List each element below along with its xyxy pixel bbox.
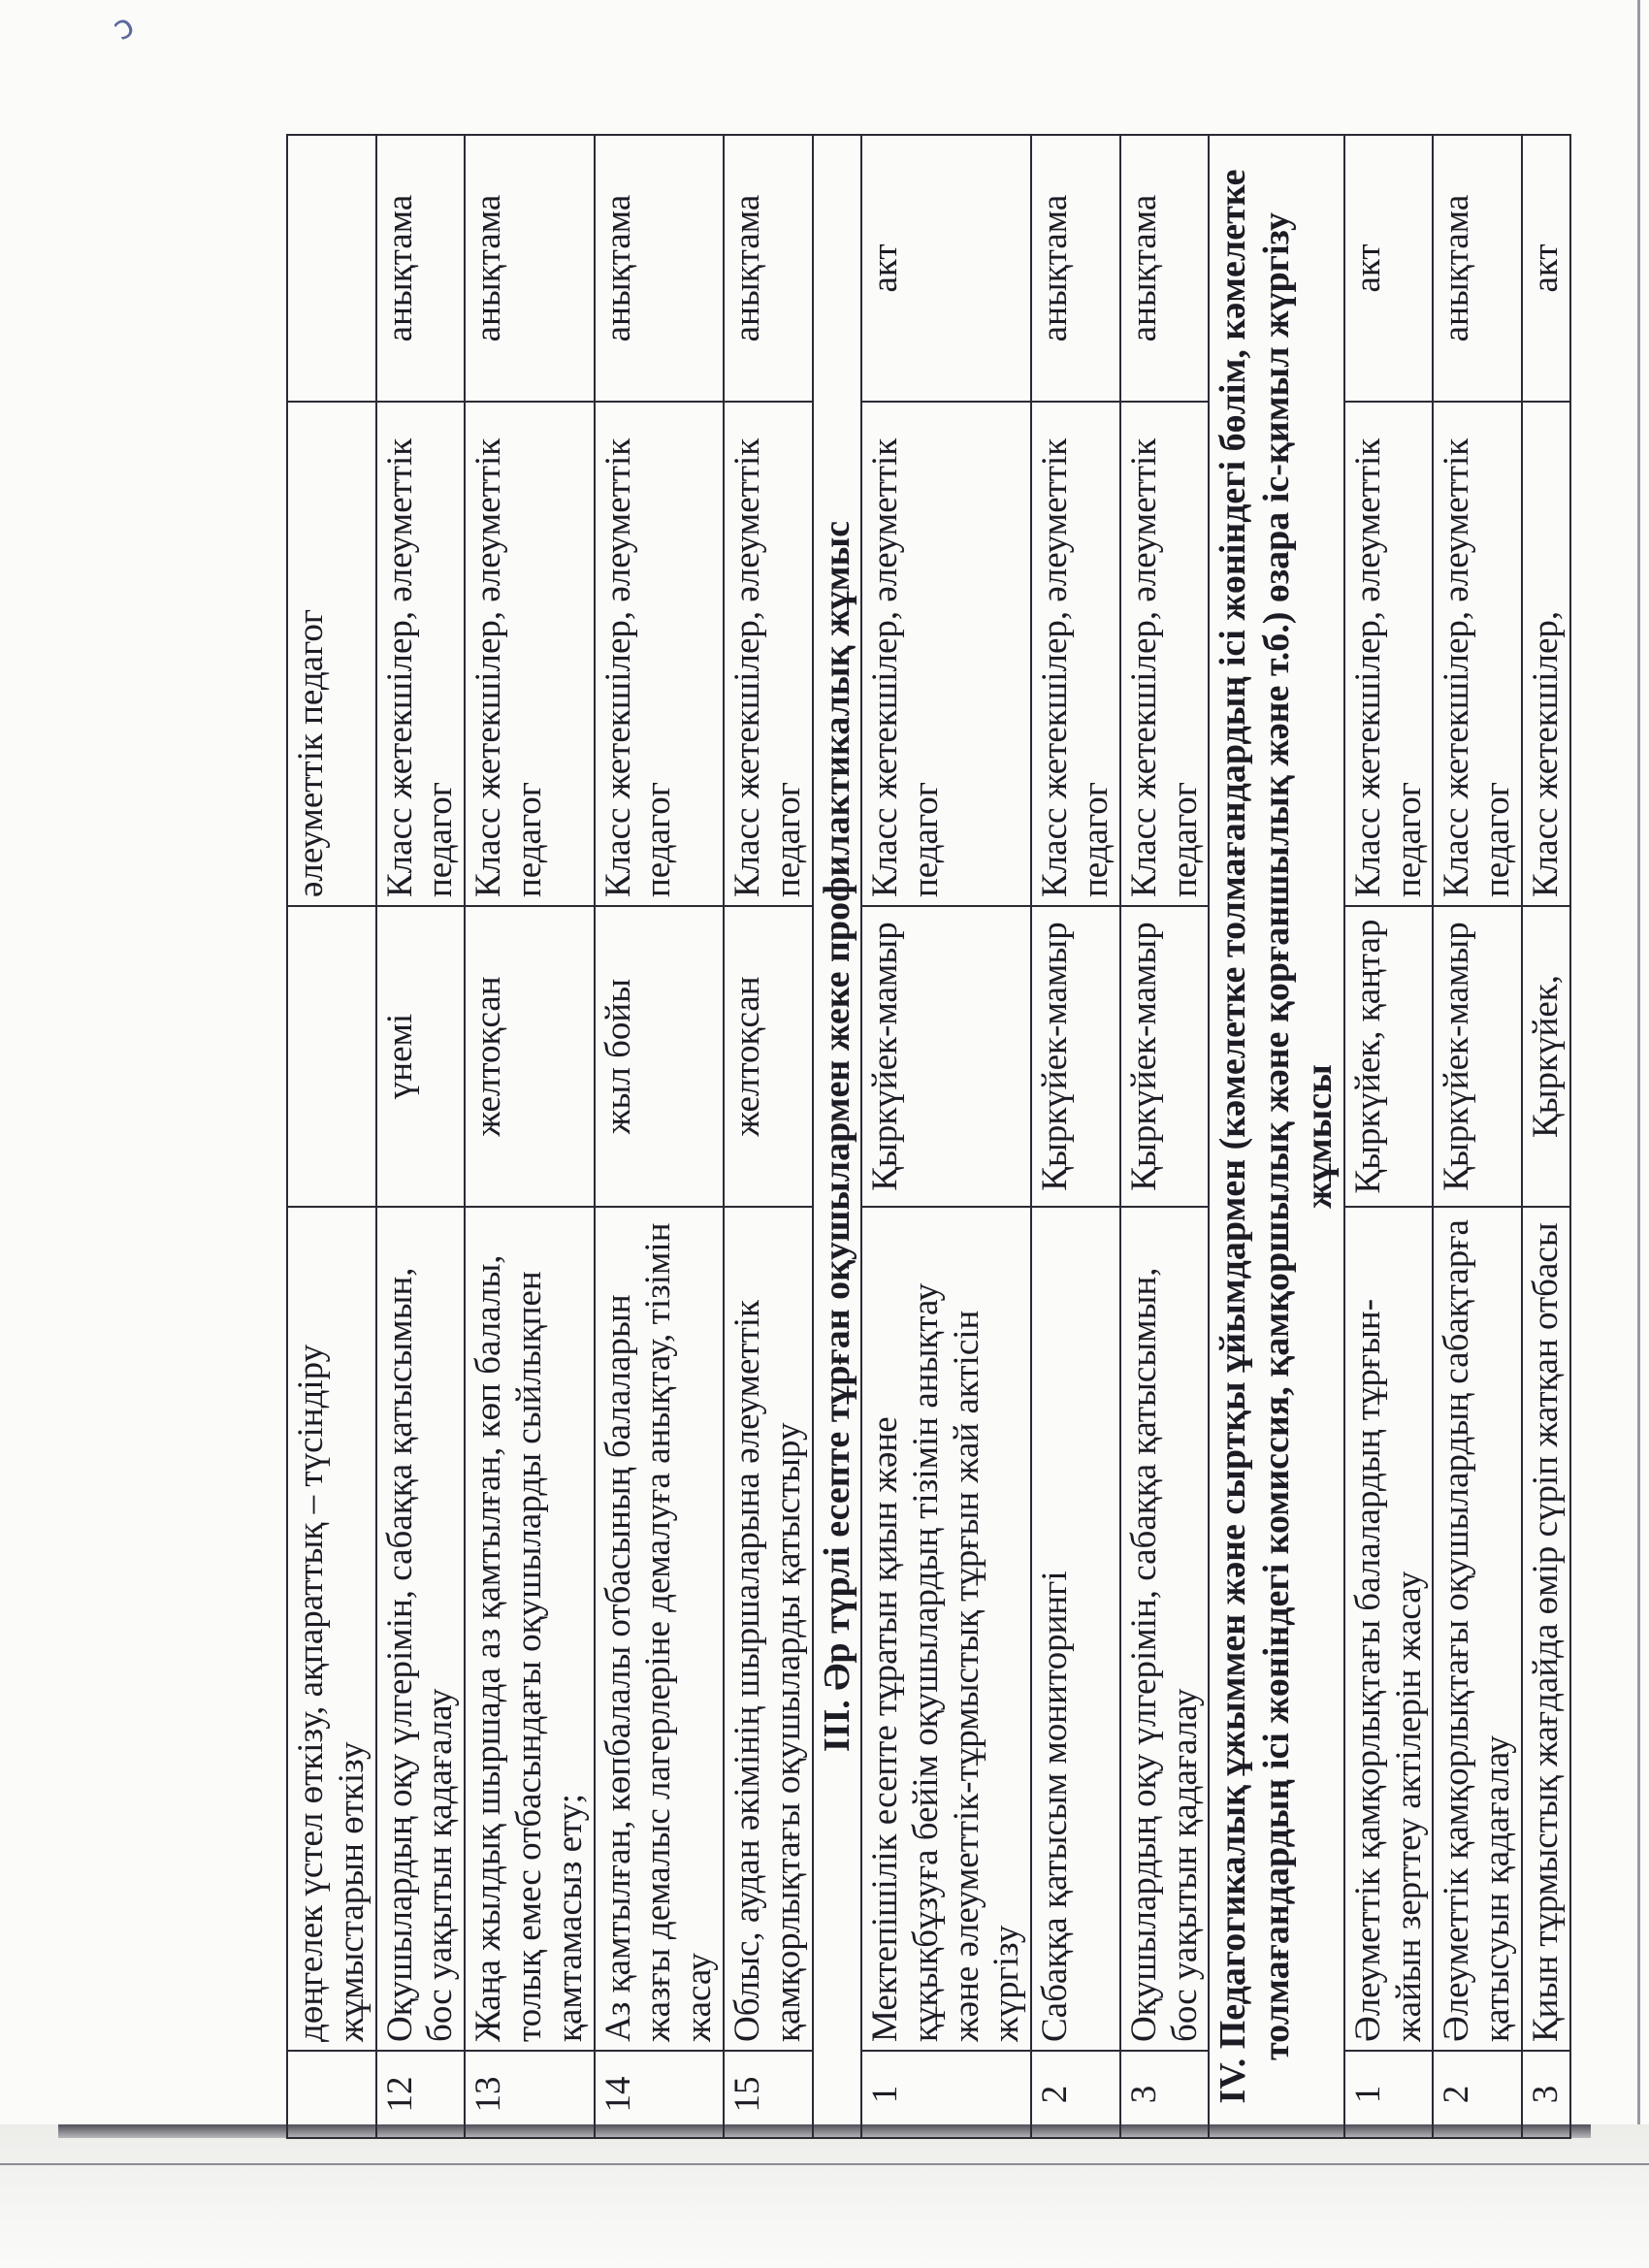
responsible-cell: Класс жетекшілер, әлеуметтік педагог — [595, 402, 724, 906]
result-cell: акт — [1522, 135, 1570, 402]
responsible-cell: Класс жетекшілер, әлеуметтік педагог — [1344, 402, 1434, 906]
responsible-cell: Класс жетекшілер, әлеуметтік педагог — [1433, 402, 1522, 906]
table-row — [1031, 135, 1120, 2138]
table-row — [465, 135, 594, 2138]
event-cell: Мектепішілік есепте тұратын қиын және құқықбұзуға бейім оқушылардың тізімін анықтау және әлеуметтік-тұрмыстық тұрғын жай актісін жүргізу — [861, 1207, 1031, 2051]
result-cell: анықтама — [724, 135, 813, 402]
row-number: 2 — [1031, 2051, 1120, 2138]
table-row — [595, 135, 724, 2138]
scan-mark: ↄ — [106, 6, 142, 49]
event-cell: Оқушылардың оқу үлгерімін, сабаққа қатысымын, бос уақытын қадағалау — [1120, 1207, 1210, 2051]
time-cell: Қыркүйек, — [1522, 906, 1570, 1207]
row-number: 2 — [1433, 2051, 1522, 2138]
result-cell: акт — [861, 135, 1031, 402]
result-cell: анықтама — [595, 135, 724, 402]
responsible-cell: Класс жетекшілер, — [1522, 402, 1570, 906]
row-number: 13 — [465, 2051, 594, 2138]
responsible-cell: Класс жетекшілер, әлеуметтік педагог — [724, 402, 813, 906]
row-number: 1 — [861, 2051, 1031, 2138]
event-cell: дөңгелек үстел өткізу, ақпараттық – түсіндіру жұмыстарын өткізу — [287, 1207, 376, 2051]
time-cell: жыл бойы — [595, 906, 724, 1207]
event-cell: Қиын тұрмыстық жағдайда өмір сүріп жатқан отбасы — [1522, 1207, 1570, 2051]
time-cell — [287, 906, 376, 1207]
table-row — [1344, 135, 1434, 2138]
result-cell: анықтама — [376, 135, 466, 402]
time-cell: Қыркүйек-мамыр — [1433, 906, 1522, 1207]
plan-table — [286, 134, 1571, 2139]
time-cell: үнемі — [376, 906, 466, 1207]
section-4-title: IV. Педагогикалық ұжыммен және сыртқы ұйымдармен (кәмелетке толмағандардың ісі жөніндегі бөлім, кәмелетке толмағандардың ісі жөніндегі комиссия, қамқоршылық және қорғаншылық және т.б.) өзара іс-қимыл жүргізу жұмысы — [1209, 135, 1343, 2138]
result-cell — [287, 135, 376, 402]
table-row — [287, 135, 376, 2138]
result-cell: анықтама — [465, 135, 594, 402]
section-3-title: III. Әр түрлі есепте тұрған оқушылармен жеке профилактикалық жұмыс — [813, 135, 861, 2138]
result-cell: акт — [1344, 135, 1434, 402]
table-row — [1522, 135, 1570, 2138]
section-header-row — [813, 135, 861, 2138]
responsible-cell: Класс жетекшілер, әлеуметтік педагог — [1031, 402, 1120, 906]
time-cell: Қыркүйек-мамыр — [861, 906, 1031, 1207]
event-cell: Жаңа жылдық шыршада аз қамтылған, көп балалы, толық емес отбасындағы оқушыларды сыйлықпен қамтамасыз ету; — [465, 1207, 594, 2051]
result-cell: анықтама — [1120, 135, 1210, 402]
table-row — [724, 135, 813, 2138]
responsible-cell: Класс жетекшілер, әлеуметтік педагог — [1120, 402, 1210, 906]
responsible-cell: Класс жетекшілер, әлеуметтік педагог — [376, 402, 466, 906]
scanner-shadow-line — [0, 2163, 1649, 2165]
time-cell: желтоқсан — [724, 906, 813, 1207]
event-cell: Әлеуметтік қамқорлықтағы балалардың тұрғын-жайын зерттеу актілерін жасау — [1344, 1207, 1434, 2051]
event-cell: Аз қамтылған, көпбалалы отбасының балаларын жазғы демалыс лагерлеріне демалуға анықтау, тізімін жасау — [595, 1207, 724, 2051]
event-cell: Облыс, аудан әкімінің шыршаларына әлеуметтік қамқорлықтағы оқушыларды қатыстыру — [724, 1207, 813, 2051]
row-number: 1 — [1344, 2051, 1434, 2138]
row-number — [287, 2051, 376, 2138]
table-row — [376, 135, 466, 2138]
row-number: 12 — [376, 2051, 466, 2138]
time-cell: желтоқсан — [465, 906, 594, 1207]
scanner-shadow — [0, 2124, 1649, 2268]
table-row — [861, 135, 1031, 2138]
row-number: 3 — [1522, 2051, 1570, 2138]
time-cell: Қыркүйек-мамыр — [1120, 906, 1210, 1207]
rotated-document — [286, 136, 1566, 2139]
section-header-row — [1209, 135, 1343, 2138]
event-cell: Оқушылардың оқу үлгерімін, сабаққа қатысымын, бос уақытын қадағалау — [376, 1207, 466, 2051]
table-row — [1433, 135, 1522, 2138]
table-row — [1120, 135, 1210, 2138]
time-cell: Қыркүйек-мамыр — [1031, 906, 1120, 1207]
row-number: 15 — [724, 2051, 813, 2138]
row-number: 3 — [1120, 2051, 1210, 2138]
responsible-cell: әлеуметтік педагог — [287, 402, 376, 906]
time-cell: Қыркүйек, қаңтар — [1344, 906, 1434, 1207]
row-number: 14 — [595, 2051, 724, 2138]
responsible-cell: Класс жетекшілер, әлеуметтік педагог — [861, 402, 1031, 906]
responsible-cell: Класс жетекшілер, әлеуметтік педагог — [465, 402, 594, 906]
page-edge-line — [1637, 0, 1640, 2268]
event-cell: Сабаққа қатысым мониторингі — [1031, 1207, 1120, 2051]
event-cell: Әлеуметтік қамқорлықтағы оқушылардың сабақтарға қатысуын қадағалау — [1433, 1207, 1522, 2051]
result-cell: анықтама — [1031, 135, 1120, 402]
result-cell: анықтама — [1433, 135, 1522, 402]
